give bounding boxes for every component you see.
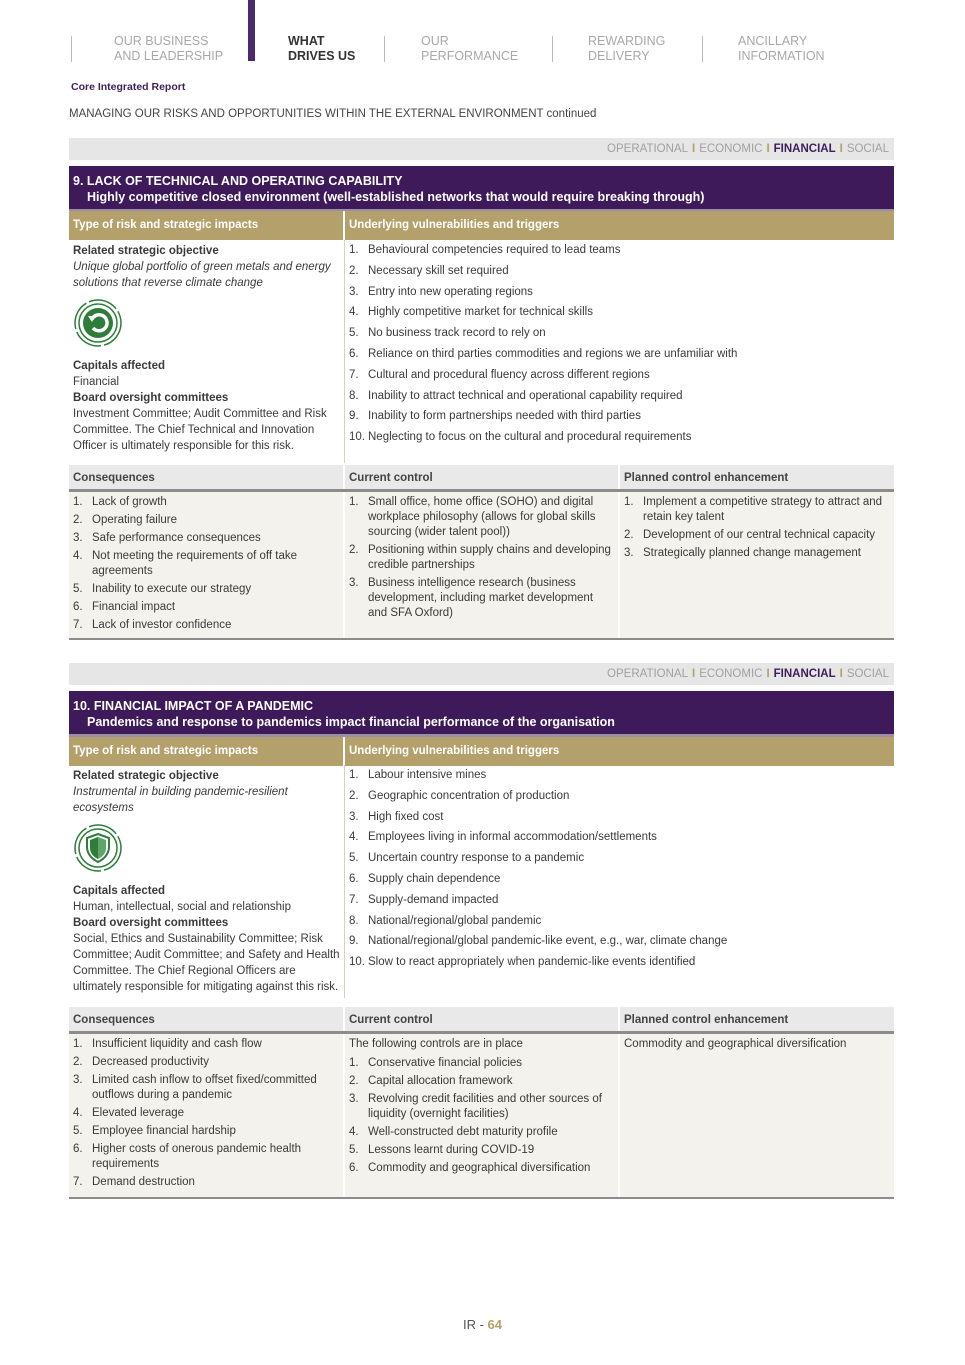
header-consequences: Consequences xyxy=(69,1007,343,1031)
item-text: Safe performance consequences xyxy=(92,532,261,544)
vulnerability-item xyxy=(349,892,890,913)
risk-title-bar xyxy=(69,691,894,737)
tag-separator: I xyxy=(766,668,770,680)
consequence-item xyxy=(73,1142,339,1172)
planned-item xyxy=(624,546,890,561)
item-text: Capital allocation framework xyxy=(368,1075,513,1087)
board-label: Board oversight committees xyxy=(73,392,229,404)
control-item xyxy=(349,1056,614,1071)
item-text: Limited cash inflow to offset fixed/committed outflows during a pandemic xyxy=(92,1074,317,1101)
item-text: Labour intensive mines xyxy=(368,769,487,781)
item-number: 6. xyxy=(73,1143,83,1155)
item-number: 4. xyxy=(73,1107,83,1119)
tag-separator: I xyxy=(691,668,696,680)
vulnerability-item xyxy=(349,913,890,934)
control-item xyxy=(349,1143,614,1158)
objective-label: Related strategic objective xyxy=(73,770,219,782)
item-number: 2. xyxy=(349,1075,359,1087)
item-number: 1. xyxy=(349,496,359,508)
risk-title: 9. LACK OF TECHNICAL AND OPERATING CAPABILITY xyxy=(73,174,403,188)
active-section-marker xyxy=(248,0,255,61)
risk-details xyxy=(69,240,894,463)
item-text: No business track record to rely on xyxy=(368,327,546,340)
risk-subtitle: Pandemics and response to pandemics impact financial performance of the organisation xyxy=(87,715,615,729)
strategic-objective: Instrumental in building pandemic-resilient ecosystems xyxy=(73,786,288,814)
vulnerabilities-panel xyxy=(345,765,894,998)
controls-intro: The following controls are in place xyxy=(349,1038,523,1050)
report-label: Core Integrated Report xyxy=(71,81,186,93)
item-text: Financial impact xyxy=(92,601,176,613)
item-text: Small office, home office (SOHO) and digital workplace philosophy (allows for global skills sourcing (wider talent pool)) xyxy=(368,496,596,538)
item-number: 3. xyxy=(73,1074,83,1086)
item-number: 1. xyxy=(73,496,83,508)
risk-column-headers xyxy=(69,211,894,240)
item-number: 4. xyxy=(349,1126,359,1138)
vulnerability-item xyxy=(349,829,890,850)
nav-divider xyxy=(384,36,385,62)
tag-separator: I xyxy=(839,143,843,155)
item-text: National/regional/global pandemic-like event, e.g., war, climate change xyxy=(368,935,728,948)
objective-label: Related strategic objective xyxy=(73,245,219,257)
item-number: 2. xyxy=(349,264,359,277)
risk-tag: OPERATIONAL xyxy=(607,143,688,155)
item-number: 6. xyxy=(349,347,359,360)
vulnerability-item xyxy=(349,871,890,892)
vulnerability-item xyxy=(349,284,890,305)
control-item xyxy=(349,1125,614,1140)
item-number: 3. xyxy=(73,532,83,544)
control-item xyxy=(349,1161,614,1176)
item-text: Elevated leverage xyxy=(92,1107,185,1119)
item-text: Insufficient liquidity and cash flow xyxy=(92,1038,262,1050)
item-number: 5. xyxy=(73,1125,83,1137)
item-number: 1. xyxy=(624,496,634,508)
item-text: Not meeting the requirements of off take agreements xyxy=(92,550,297,577)
nav-label: OUR xyxy=(421,34,449,48)
item-number: 3. xyxy=(349,1093,359,1105)
consequence-item xyxy=(73,495,339,510)
current-control-cell xyxy=(345,1034,618,1197)
vulnerability-item xyxy=(349,388,890,409)
item-text: Lack of investor confidence xyxy=(92,619,232,631)
item-number: 2. xyxy=(73,514,83,526)
item-number: 6. xyxy=(73,601,83,613)
item-number: 1. xyxy=(349,1057,359,1069)
item-number: 9. xyxy=(349,410,359,423)
consequence-item xyxy=(73,513,339,528)
vulnerability-item xyxy=(349,263,890,284)
item-text: Cultural and procedural fluency across different regions xyxy=(368,368,650,381)
item-number: 3. xyxy=(349,810,359,823)
header-type-of-risk: Type of risk and strategic impacts xyxy=(69,737,345,766)
planned-item xyxy=(624,528,890,543)
vulnerability-item xyxy=(349,325,890,346)
risk-title: 10. FINANCIAL IMPACT OF A PANDEMIC xyxy=(73,699,314,713)
nav-label: INFORMATION xyxy=(738,49,825,63)
item-text: Employees living in informal accommodation/settlements xyxy=(368,831,657,844)
item-text: Revolving credit facilities and other sources of liquidity (overnight facilities) xyxy=(368,1093,602,1120)
item-number: 5. xyxy=(349,852,359,865)
tag-separator: I xyxy=(839,668,843,680)
item-text: Higher costs of onerous pandemic health requirements xyxy=(92,1143,302,1170)
item-number: 1. xyxy=(73,1038,83,1050)
risk-type-panel xyxy=(69,240,345,463)
item-number: 8. xyxy=(349,389,359,402)
item-number: 1. xyxy=(349,244,359,256)
nav-ancillary-information[interactable] xyxy=(738,34,825,64)
consequence-item xyxy=(73,1175,339,1190)
consequence-item xyxy=(73,1037,339,1052)
nav-label: AND LEADERSHIP xyxy=(114,49,224,63)
vulnerability-item xyxy=(349,850,890,871)
item-text: Uncertain country response to a pandemic xyxy=(368,852,585,865)
planned-item xyxy=(624,495,890,525)
board-label: Board oversight committees xyxy=(73,917,229,929)
item-number: 7. xyxy=(349,368,359,381)
item-number: 2. xyxy=(349,544,359,556)
item-text: Lessons learnt during COVID-19 xyxy=(368,1144,535,1156)
item-text: Behavioural competencies required to lead teams xyxy=(368,244,621,256)
control-item xyxy=(349,576,614,621)
item-number: 4. xyxy=(73,550,83,562)
risk-tag: FINANCIAL xyxy=(773,143,836,155)
item-text: Demand destruction xyxy=(92,1176,195,1188)
item-text: Commodity and geographical diversification xyxy=(368,1162,591,1174)
item-text: Supply chain dependence xyxy=(368,872,501,885)
item-text: Implement a competitive strategy to attract and retain key talent xyxy=(643,496,883,523)
risk-tag: ECONOMIC xyxy=(699,668,763,680)
capitals-label: Capitals affected xyxy=(73,885,166,897)
nav-divider xyxy=(71,36,72,62)
page-value: 64 xyxy=(487,1317,503,1332)
tag-separator: I xyxy=(691,143,696,155)
item-number: 8. xyxy=(349,914,359,927)
control-item xyxy=(349,1092,614,1122)
risk-tag: SOCIAL xyxy=(846,143,889,155)
item-text: Operating failure xyxy=(92,514,178,526)
page-number xyxy=(0,1317,965,1332)
control-column-headers xyxy=(69,465,894,492)
nav-our-performance[interactable] xyxy=(421,34,518,64)
item-text: Strategically planned change management xyxy=(643,547,862,559)
risk-type-panel xyxy=(69,765,345,998)
item-number: 5. xyxy=(349,327,359,340)
consequence-item xyxy=(73,1106,339,1121)
risk-tag: ECONOMIC xyxy=(699,143,763,155)
risk-details xyxy=(69,765,894,998)
item-number: 3. xyxy=(624,547,634,559)
item-text: National/regional/global pandemic xyxy=(368,914,542,927)
nav-our-business[interactable] xyxy=(114,34,223,64)
nav-label: WHAT xyxy=(288,34,325,48)
item-number: 6. xyxy=(349,872,359,885)
nav-label: OUR BUSINESS xyxy=(114,34,209,48)
planned-enhancement-cell xyxy=(620,492,894,638)
page-prefix: IR - xyxy=(462,1317,488,1332)
item-number: 10. xyxy=(349,431,365,444)
item-number: 4. xyxy=(349,306,359,319)
header-current-control: Current control xyxy=(345,465,618,489)
item-number: 2. xyxy=(73,1056,83,1068)
consequence-item xyxy=(73,1055,339,1070)
control-item xyxy=(349,543,614,573)
item-text: Inability to attract technical and operational capability required xyxy=(368,389,683,402)
item-number: 1. xyxy=(349,769,359,781)
shield-icon xyxy=(74,824,122,872)
item-number: 7. xyxy=(73,1176,83,1188)
item-text: Positioning within supply chains and developing credible partnerships xyxy=(368,544,611,571)
tag-separator: I xyxy=(766,143,770,155)
vulnerability-item xyxy=(349,809,890,830)
item-text: Lack of growth xyxy=(92,496,167,508)
capitals-affected: Financial xyxy=(73,376,120,388)
vulnerability-item xyxy=(349,767,890,788)
consequences-cell xyxy=(69,1034,343,1197)
capitals-affected: Human, intellectual, social and relationship xyxy=(73,901,291,913)
item-text: Business intelligence research (business development, including market development and SFA Oxford) xyxy=(368,577,594,619)
item-number: 6. xyxy=(349,1162,359,1174)
item-text: Neglecting to focus on the cultural and procedural requirements xyxy=(368,431,692,444)
control-column-headers xyxy=(69,1007,894,1034)
item-number: 3. xyxy=(349,285,359,298)
item-text: Conservative financial policies xyxy=(368,1057,523,1069)
item-text: Well-constructed debt maturity profile xyxy=(368,1126,558,1138)
item-number: 5. xyxy=(349,1144,359,1156)
vulnerability-item xyxy=(349,408,890,429)
header-vulnerabilities: Underlying vulnerabilities and triggers xyxy=(349,745,560,757)
item-text: Geographic concentration of production xyxy=(368,789,570,802)
item-text: Employee financial hardship xyxy=(92,1125,236,1137)
vulnerability-item xyxy=(349,429,890,450)
consequence-item xyxy=(73,1073,339,1103)
nav-label: DELIVERY xyxy=(588,49,650,63)
page-subtitle: MANAGING OUR RISKS AND OPPORTUNITIES WITHIN THE EXTERNAL ENVIRONMENT continued xyxy=(69,108,597,120)
item-text: Slow to react appropriately when pandemic-like events identified xyxy=(368,956,696,969)
risk-category-tags xyxy=(69,138,894,160)
header-vulnerabilities: Underlying vulnerabilities and triggers xyxy=(349,219,560,231)
board-committees: Social, Ethics and Sustainability Committee; Risk Committee; Audit Committee; and Safety and Health Committee. The Chief Regional Officers are ultimately responsible for mitigating against this risk. xyxy=(73,933,340,993)
item-text: Reliance on third parties commodities and regions we are unfamiliar with xyxy=(368,347,738,360)
planned-text: Commodity and geographical diversification xyxy=(624,1038,847,1050)
vulnerabilities-panel xyxy=(345,240,894,463)
vulnerability-item xyxy=(349,242,890,263)
item-text: High fixed cost xyxy=(368,810,444,823)
item-number: 4. xyxy=(349,831,359,844)
item-text: Entry into new operating regions xyxy=(368,285,533,298)
nav-divider xyxy=(552,36,553,62)
consequence-item xyxy=(73,618,339,633)
consequences-cell xyxy=(69,492,343,638)
strategic-objective: Unique global portfolio of green metals and energy solutions that reverse climate change xyxy=(73,261,331,289)
vulnerability-item xyxy=(349,367,890,388)
item-number: 3. xyxy=(349,577,359,589)
item-number: 2. xyxy=(624,529,634,541)
risk-title-bar xyxy=(69,166,894,212)
item-text: Inability to form partnerships needed with third parties xyxy=(368,410,641,423)
nav-rewarding-delivery[interactable] xyxy=(588,34,665,64)
nav-divider xyxy=(702,36,703,62)
item-text: Development of our central technical capacity xyxy=(643,529,876,541)
consequence-item xyxy=(73,600,339,615)
nav-what-drives-us[interactable] xyxy=(288,34,355,64)
board-committees: Investment Committee; Audit Committee and Risk Committee. The Chief Technical and Innovation Officer is ultimately responsible for this risk. xyxy=(73,408,327,452)
item-text: Supply-demand impacted xyxy=(368,893,499,906)
vulnerability-item xyxy=(349,304,890,325)
item-number: 10. xyxy=(349,956,365,969)
risk-category-tags xyxy=(69,663,894,685)
item-number: 2. xyxy=(349,789,359,802)
vulnerability-item xyxy=(349,954,890,975)
circular-arrow-icon xyxy=(74,299,122,347)
current-control-cell xyxy=(345,492,618,638)
risk-tag: SOCIAL xyxy=(846,668,889,680)
consequence-item xyxy=(73,549,339,579)
risk-tag: FINANCIAL xyxy=(773,668,836,680)
item-text: Necessary skill set required xyxy=(368,264,509,277)
consequence-item xyxy=(73,1124,339,1139)
risk-subtitle: Highly competitive closed environment (well-established networks that would require breaking through) xyxy=(87,190,705,204)
header-type-of-risk: Type of risk and strategic impacts xyxy=(69,211,345,240)
item-number: 7. xyxy=(349,893,359,906)
header-current-control: Current control xyxy=(345,1007,618,1031)
item-number: 9. xyxy=(349,935,359,948)
controls-table xyxy=(69,492,894,640)
nav-label: DRIVES US xyxy=(288,49,356,63)
planned-enhancement-cell xyxy=(620,1034,894,1197)
vulnerability-item xyxy=(349,933,890,954)
risk-tag: OPERATIONAL xyxy=(607,668,688,680)
consequence-item xyxy=(73,531,339,546)
vulnerability-item xyxy=(349,346,890,367)
item-number: 7. xyxy=(73,619,83,631)
header-consequences: Consequences xyxy=(69,465,343,489)
control-item xyxy=(349,495,614,540)
header-planned-enhancement: Planned control enhancement xyxy=(620,465,894,489)
item-text: Highly competitive market for technical skills xyxy=(368,306,593,319)
controls-table xyxy=(69,1034,894,1199)
header-planned-enhancement: Planned control enhancement xyxy=(620,1007,894,1031)
nav-label: REWARDING xyxy=(588,34,666,48)
control-item xyxy=(349,1074,614,1089)
vulnerability-item xyxy=(349,788,890,809)
capitals-label: Capitals affected xyxy=(73,360,166,372)
item-text: Inability to execute our strategy xyxy=(92,583,252,595)
nav-label: ANCILLARY xyxy=(738,34,808,48)
item-text: Decreased productivity xyxy=(92,1056,209,1068)
item-number: 5. xyxy=(73,583,83,595)
risk-column-headers xyxy=(69,737,894,766)
nav-label: PERFORMANCE xyxy=(421,49,519,63)
consequence-item xyxy=(73,582,339,597)
